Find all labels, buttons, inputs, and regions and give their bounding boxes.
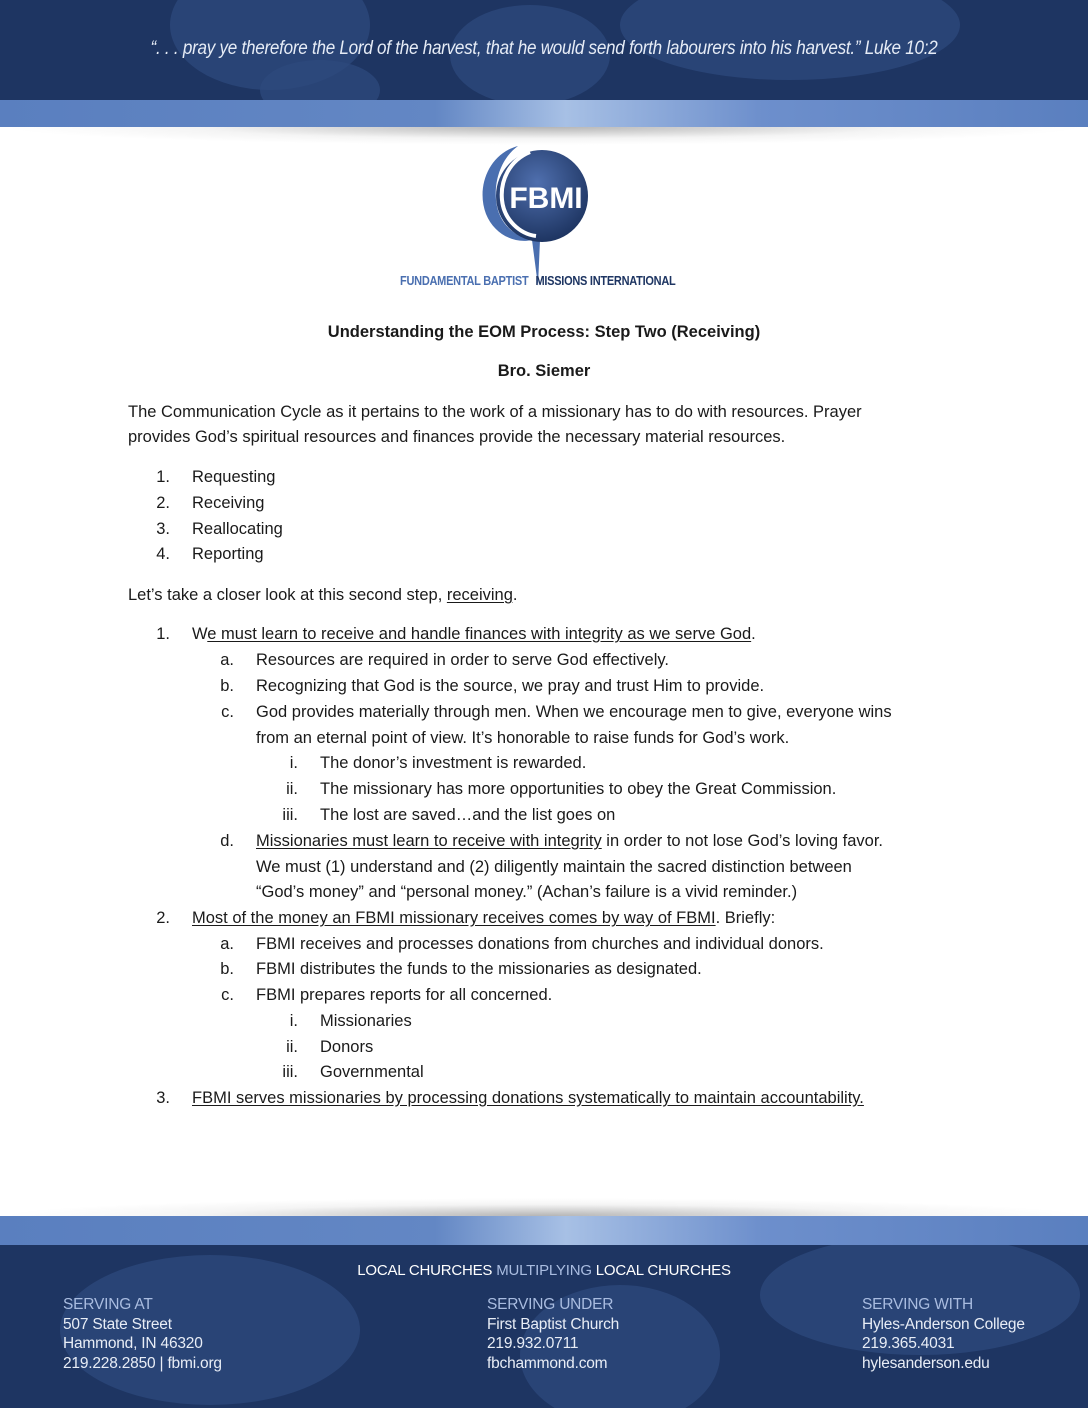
document-title: Understanding the EOM Process: Step Two (Receiving) [327,323,761,341]
receiving-emphasis: receiving [446,586,513,604]
logo-caption-left: FUNDAMENTAL BAPTIST [400,274,529,288]
intro-line-1: The Communication Cycle as it pertains to the work of a missionary has to do with resources. Prayer [128,403,862,421]
footer-address-city: Hammond, IN 46320 [63,1335,203,1352]
outline-point-1d-cont: We must (1) understand and (2) diligently maintain the sacred distinction between [256,858,852,876]
footer-website-link[interactable]: hylesanderson.edu [862,1354,990,1372]
footer-column-serving-with [862,1295,1025,1373]
intro-line-2: provides God’s spiritual resources and finances provide the necessary material resources. [128,428,786,446]
footer-address-street: 507 State Street [63,1315,172,1333]
footer-org-name: Hyles-Anderson College [862,1315,1025,1333]
document-author: Bro. Siemer [497,362,591,380]
footer-website-link[interactable]: fbchammond.com [487,1354,608,1372]
footer-column-serving-under [487,1295,619,1373]
footer-accent-band [0,1216,1088,1245]
closer-look-sentence: Let’s take a closer look at this second step, receiving. [128,586,518,604]
header-accent-band [0,100,1088,127]
footer-tagline: LOCAL CHURCHES MULTIPLYING LOCAL CHURCHES [357,1262,731,1279]
footer-phone: 219.932.0711 [487,1335,579,1352]
footer-phone: 219.365.4031 [862,1335,955,1352]
logo-mark-text: FBMI [509,182,583,215]
footer-contact[interactable]: 219.228.2850 | fbmi.org [63,1354,222,1372]
footer-shadow [0,1198,1088,1216]
logo-caption [400,274,676,292]
outline-point-1d-cont: “God’s money” and “personal money.” (Achan’s failure is a vivid reminder.) [256,883,798,901]
footer-heading: SERVING WITH [862,1296,973,1313]
header-scripture-quote: “. . . pray ye therefore the Lord of the harvest, that he would send forth labourers into his harvest.” Luke 10:2 [150,38,938,59]
footer-org-name: First Baptist Church [487,1315,620,1333]
footer-heading: SERVING UNDER [487,1296,614,1313]
logo-caption-right: MISSIONS INTERNATIONAL [535,274,676,288]
footer-column-serving-at [63,1295,222,1373]
outline-point-1c-cont: from an eternal point of view. It’s honorable to raise funds for God’s work. [256,729,790,747]
fbmi-logo [470,140,610,295]
footer-heading: SERVING AT [63,1296,153,1313]
